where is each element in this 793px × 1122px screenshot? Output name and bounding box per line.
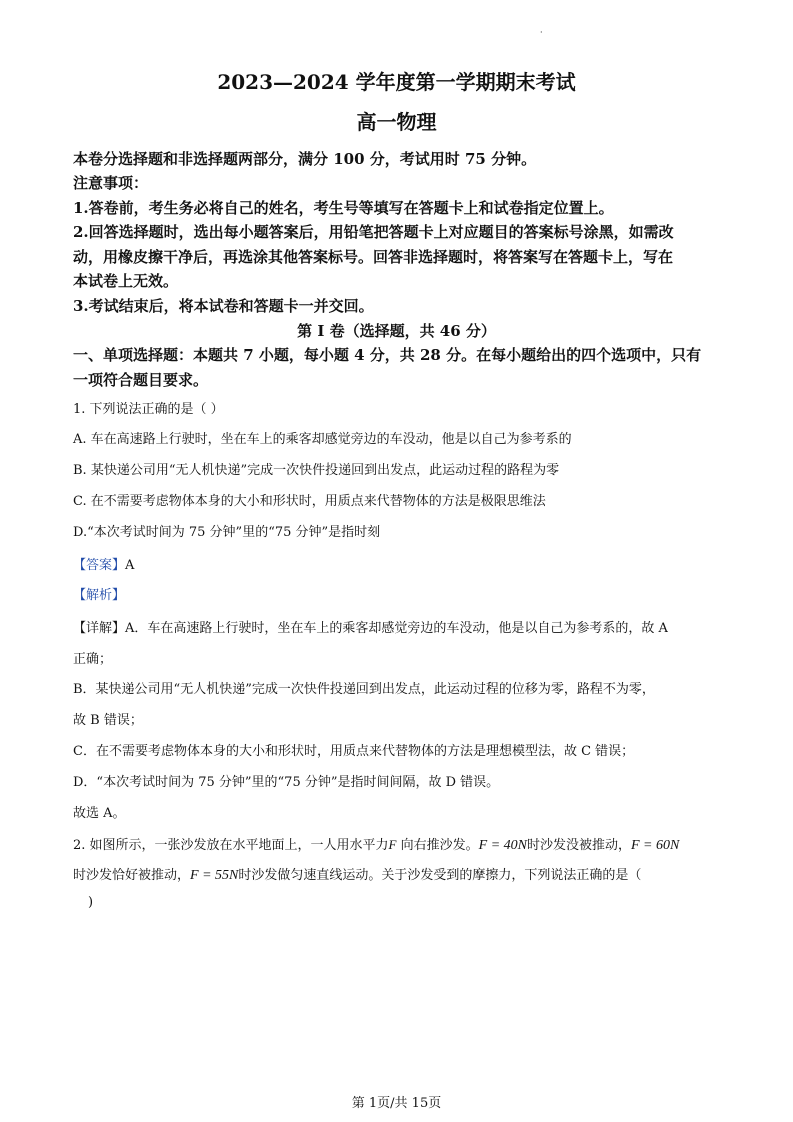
- q1-option-a: A. 车在高速路上行驶时，坐在车上的乘客却感觉旁边的车没动，他是以自己为参考系的: [73, 432, 572, 447]
- q1-answer-value: A: [125, 558, 135, 573]
- q2-part-4: 时沙发恰好被推动，: [73, 868, 191, 883]
- exam-title: 2023—2024 学年度第一学期期末考试: [217, 70, 576, 94]
- q1-detail-b-line-2: 故 B 错误；: [73, 713, 143, 728]
- q2-force-55: F = 55N: [190, 868, 239, 883]
- analysis-tag: 【解析】: [73, 588, 126, 603]
- exam-subject: 高一物理: [356, 110, 437, 134]
- q2-part-1: 2. 如图所示，一张沙发放在水平地面上，一人用水平力: [73, 838, 389, 853]
- q1-stem: 1. 下列说法正确的是（ ）: [73, 402, 224, 417]
- volume-heading: 第 I 卷（选择题，共 46 分）: [297, 322, 496, 340]
- q1-answer-line: [73, 554, 134, 573]
- q2-force-variable: F: [388, 837, 397, 852]
- q1-detail-b-line-1: B．某快递公司用“无人机快递”完成一次快件投递回到出发点，此运动过程的位移为零，路程不为零，: [73, 682, 655, 697]
- note-2-line-1: 2.回答选择题时，选出每小题答案后，用铅笔把答题卡上对应题目的答案标号涂黑，如需改: [73, 223, 674, 241]
- intro-text: 本卷分选择题和非选择题两部分，满分 100 分，考试用时 75 分钟。: [73, 150, 537, 168]
- q2-part-5: 时沙发做匀速直线运动。关于沙发受到的摩擦力，下列说法正确的是（: [238, 868, 642, 883]
- detail-tag: 【详解】: [73, 621, 126, 636]
- q1-detail-a-line-1: [73, 617, 668, 636]
- note-3: 3.考试结束后，将本试卷和答题卡一并交回。: [73, 297, 374, 315]
- page-footer: 第 1页/共 15页: [351, 1096, 442, 1111]
- stray-dot: ·: [540, 28, 543, 37]
- q2-line-3: ): [88, 895, 94, 910]
- q2-line-2: [73, 864, 641, 884]
- note-2-line-3: 本试卷上无效。: [73, 272, 179, 290]
- q1-option-c: C. 在不需要考虑物体本身的大小和形状时，用质点来代替物体的方法是极限思维法: [73, 494, 546, 509]
- part-heading-line-1: 一、单项选择题：本题共 7 小题，每小题 4 分，共 28 分。在每小题给出的四个选项中，只有: [73, 346, 702, 364]
- q2-line-1: [73, 834, 679, 854]
- q1-detail-c: C．在不需要考虑物体本身的大小和形状时，用质点来代替物体的方法是理想模型法，故 C 错误；: [73, 744, 635, 759]
- q1-detail-d: D．“本次考试时间为 75 分钟”里的“75 分钟”是指时间间隔，故 D 错误。: [73, 775, 500, 790]
- answer-tag: 【答案】: [73, 558, 126, 573]
- notes-heading: 注意事项：: [73, 174, 149, 192]
- note-1: 1.答卷前，考生务必将自己的姓名，考生号等填写在答题卡上和试卷指定位置上。: [73, 199, 614, 217]
- q2-force-60: F = 60N: [631, 838, 680, 853]
- q1-conclusion: 故选 A。: [73, 806, 126, 821]
- q1-detail-a-line-2: 正确；: [73, 652, 113, 667]
- q1-option-d: D.“本次考试时间为 75 分钟”里的“75 分钟”是指时刻: [73, 525, 381, 540]
- q1-option-b: B. 某快递公司用“无人机快递”完成一次快件投递回到出发点，此运动过程的路程为零: [73, 463, 560, 478]
- q2-part-3: 时沙发没被推动，: [526, 838, 631, 853]
- detail-a-text: A．车在高速路上行驶时，坐在车上的乘客却感觉旁边的车没动，他是以自己为参考系的，故 A: [125, 621, 668, 636]
- q2-part-2: 向右推沙发。: [396, 838, 479, 853]
- q2-force-40: F = 40N: [478, 838, 527, 853]
- note-2-line-2: 动，用橡皮擦干净后，再选涂其他答案标号。回答非选择题时，将答案写在答题卡上，写在: [73, 248, 674, 266]
- part-heading-line-2: 一项符合题目要求。: [73, 371, 209, 389]
